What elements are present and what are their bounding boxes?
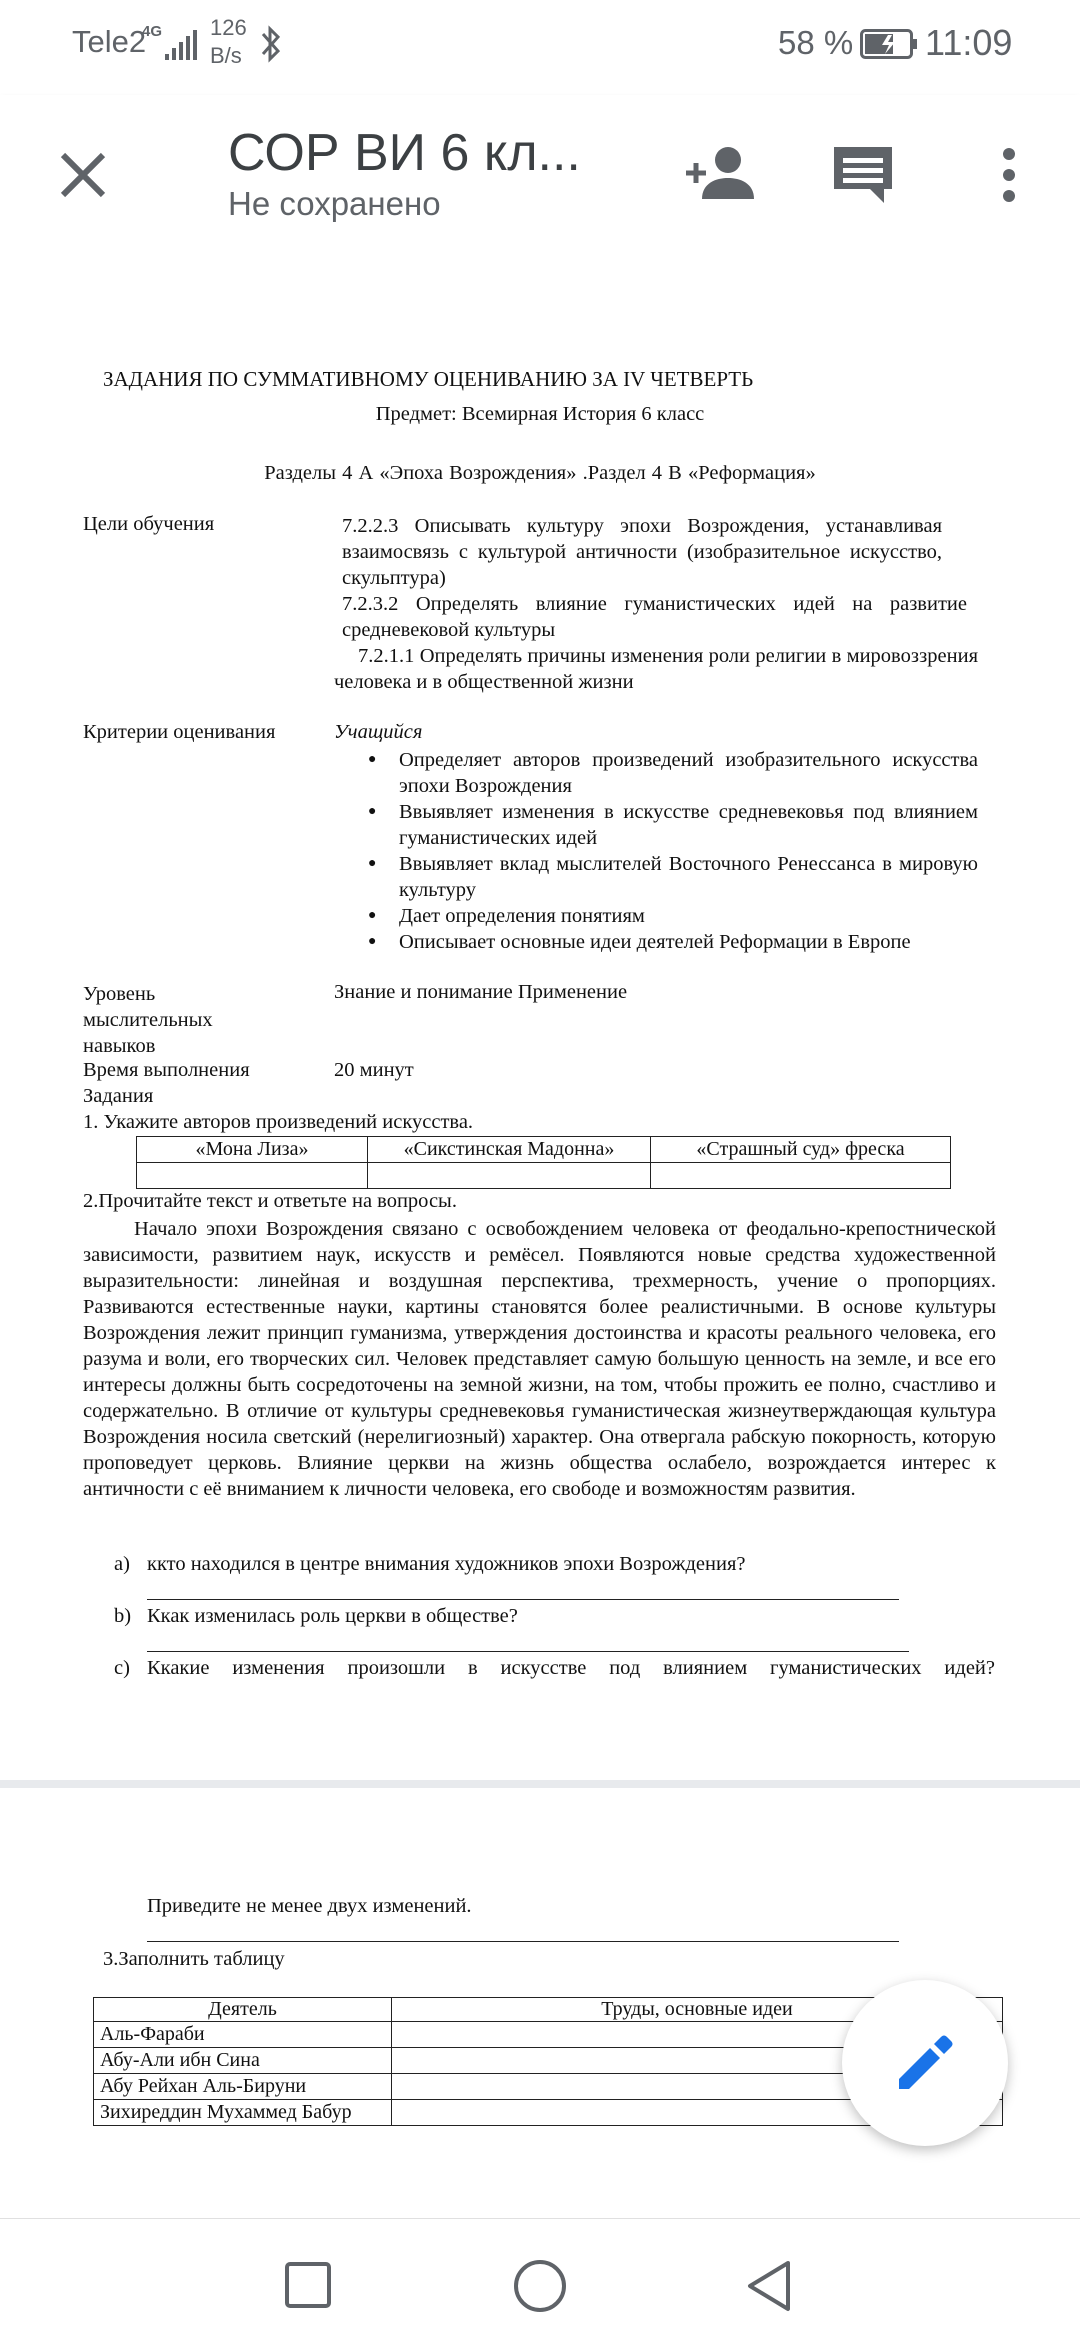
task1-title: 1. Укажите авторов произведений искусства.	[83, 1111, 474, 1133]
figure-name: Аль-Фараби	[94, 2022, 392, 2048]
table-cell: «Страшный суд» фреска	[651, 1137, 951, 1163]
time-label: Время выполнения	[83, 1059, 250, 1081]
question-text: Ккакие изменения произошли в искусстве под влиянием гуманистических идей?	[147, 1657, 995, 1679]
status-bar	[0, 0, 1080, 95]
back-triangle-icon[interactable]	[744, 2259, 792, 2313]
criteria-item: ● Определяет авторов произведений изобразительного искусства эпохи Возрождения	[364, 747, 978, 799]
level-value: Знание и понимание Применение	[334, 981, 628, 1003]
table-row	[137, 1163, 951, 1189]
data-speed-unit: B/s	[210, 43, 242, 68]
home-circle-icon[interactable]	[513, 2259, 567, 2313]
signal-strength-icon	[165, 30, 201, 62]
carrier-name: Tele2	[72, 24, 147, 59]
doc-sections: Разделы 4 А «Эпоха Возрождения» .Раздел 4 В «Реформация»	[264, 462, 816, 484]
page2-note: Приведите не менее двух изменений.	[147, 1895, 472, 1917]
navigation-bar	[0, 2218, 1080, 2341]
figure-name: Абу-Али ибн Сина	[94, 2048, 392, 2074]
question-marker: b)	[114, 1605, 132, 1627]
goal-2: 7.2.3.2 Определять влияние гуманистических идей на развитие средневековой культуры	[342, 593, 967, 641]
table-cell: «Мона Лиза»	[137, 1137, 368, 1163]
doc-heading: ЗАДАНИЯ ПО СУММАТИВНОМУ ОЦЕНИВАНИЮ ЗА IV ЧЕТВЕРТЬ	[103, 367, 754, 391]
time-value: 20 минут	[334, 1059, 414, 1081]
question-marker: c)	[114, 1657, 130, 1679]
battery-charging-icon	[860, 29, 918, 59]
goal-1: 7.2.2.3 Описывать культуру эпохи Возрождения, устанавливая взаимосвязь с культурой античности (изобразительное искусство, скульптура)	[342, 515, 942, 589]
edit-pencil-icon	[895, 2033, 955, 2093]
reading-passage: Начало эпохи Возрождения связано с освобождением человека от феодально-крепостнической зависимости, развитием наук, искусств и ремёсел. Появляются новые средства художественной выразительности: линейная и воздушная перспектива, трехмерность, учение о пропорциях. Развиваются естественные науки, картины становятся более реалистичными. В основе культуры Возрождения лежит принцип гуманизма, утверждения достоинства и красоты реального человека, его разума и воли, его творческих сил. Человек представляет самую большую ценность на земле, и все его интересы должны быть сосредоточены на земной жизни, на том, чтобы прожить ее полно, счастливо и содержательно. В отличие от культуры средневековья гуманистическая жизнеутверждающая культура Возрождения носила светский (нерелигиозный) характер. Она отвергала рабскую покорность, которую проповедует церковь. Влияние церкви на жизнь общества ослабело, возрождается интерес к античности с её вниманием к личности человека, его свободе и возможностям развития.	[83, 1218, 996, 1500]
question-text: Ккак изменилась роль церкви в обществе?	[147, 1605, 518, 1627]
task3-title: 3.Заполнить таблицу	[103, 1948, 285, 1970]
criteria-item: ● Ввыявляет вклад мыслителей Восточного Ренессанса в мировую культуру	[364, 851, 978, 903]
art-works-table	[136, 1136, 951, 1189]
table-cell: «Сикстинская Мадонна»	[368, 1137, 651, 1163]
add-person-icon[interactable]	[684, 145, 756, 201]
criteria-label: Критерии оценивания	[83, 721, 276, 743]
document-title: СОР ВИ 6 кл...	[228, 124, 581, 182]
goal-3: 7.2.1.1 Определять причины изменения роли религии в мировоззрения человека и в общественной жизни	[334, 645, 978, 693]
criteria-intro: Учащийся	[334, 721, 423, 743]
level-label: Уровень мыслительных навыков	[83, 983, 213, 1057]
tasks-label: Задания	[83, 1085, 154, 1107]
comment-icon[interactable]	[830, 143, 896, 207]
close-icon[interactable]	[58, 150, 108, 200]
answer-line[interactable]	[147, 1651, 909, 1652]
data-speed-value: 126	[210, 15, 247, 40]
table-header: Деятель	[94, 1998, 392, 2022]
clock: 11:09	[925, 22, 1013, 63]
network-type: 4G	[142, 23, 163, 40]
question-marker: a)	[114, 1553, 130, 1575]
figure-name: Зихиреддин Мухаммед Бабур	[94, 2100, 392, 2126]
criteria-list	[364, 747, 978, 955]
criteria-item: ● Описывает основные идеи деятелей Реформации в Европе	[364, 929, 978, 955]
table-row	[137, 1137, 951, 1163]
goals-label: Цели обучения	[83, 513, 215, 535]
document-page[interactable]	[0, 255, 1080, 1785]
question-text: ккто находился в центре внимания художников эпохи Возрождения?	[147, 1553, 746, 1575]
edit-fab-button[interactable]	[842, 1980, 1008, 2146]
figure-name: Абу Рейхан Аль-Бируни	[94, 2074, 392, 2100]
more-vert-icon[interactable]	[998, 145, 1020, 205]
doc-subject: Предмет: Всемирная История 6 класс	[375, 403, 705, 425]
recents-square-icon[interactable]	[284, 2261, 332, 2309]
task2-title: 2.Прочитайте текст и ответьте на вопросы.	[83, 1190, 457, 1212]
answer-cell[interactable]	[368, 1163, 651, 1189]
save-status: Не сохранено	[228, 185, 441, 222]
table-header: Труды, основные идеи	[392, 1998, 1003, 2022]
criteria-item: ● Дает определения понятиям	[364, 903, 978, 929]
app-bar	[0, 95, 1080, 255]
bluetooth-icon	[258, 24, 284, 64]
answer-line[interactable]	[147, 1941, 899, 1942]
battery-percent: 58 %	[778, 24, 854, 61]
criteria-item: ● Ввыявляет изменения в искусстве средневековья под влиянием гуманистических идей	[364, 799, 978, 851]
answer-cell[interactable]	[137, 1163, 368, 1189]
page-break	[0, 1780, 1080, 1788]
answer-line[interactable]	[147, 1599, 899, 1600]
answer-cell[interactable]	[651, 1163, 951, 1189]
data-speed	[210, 14, 247, 70]
